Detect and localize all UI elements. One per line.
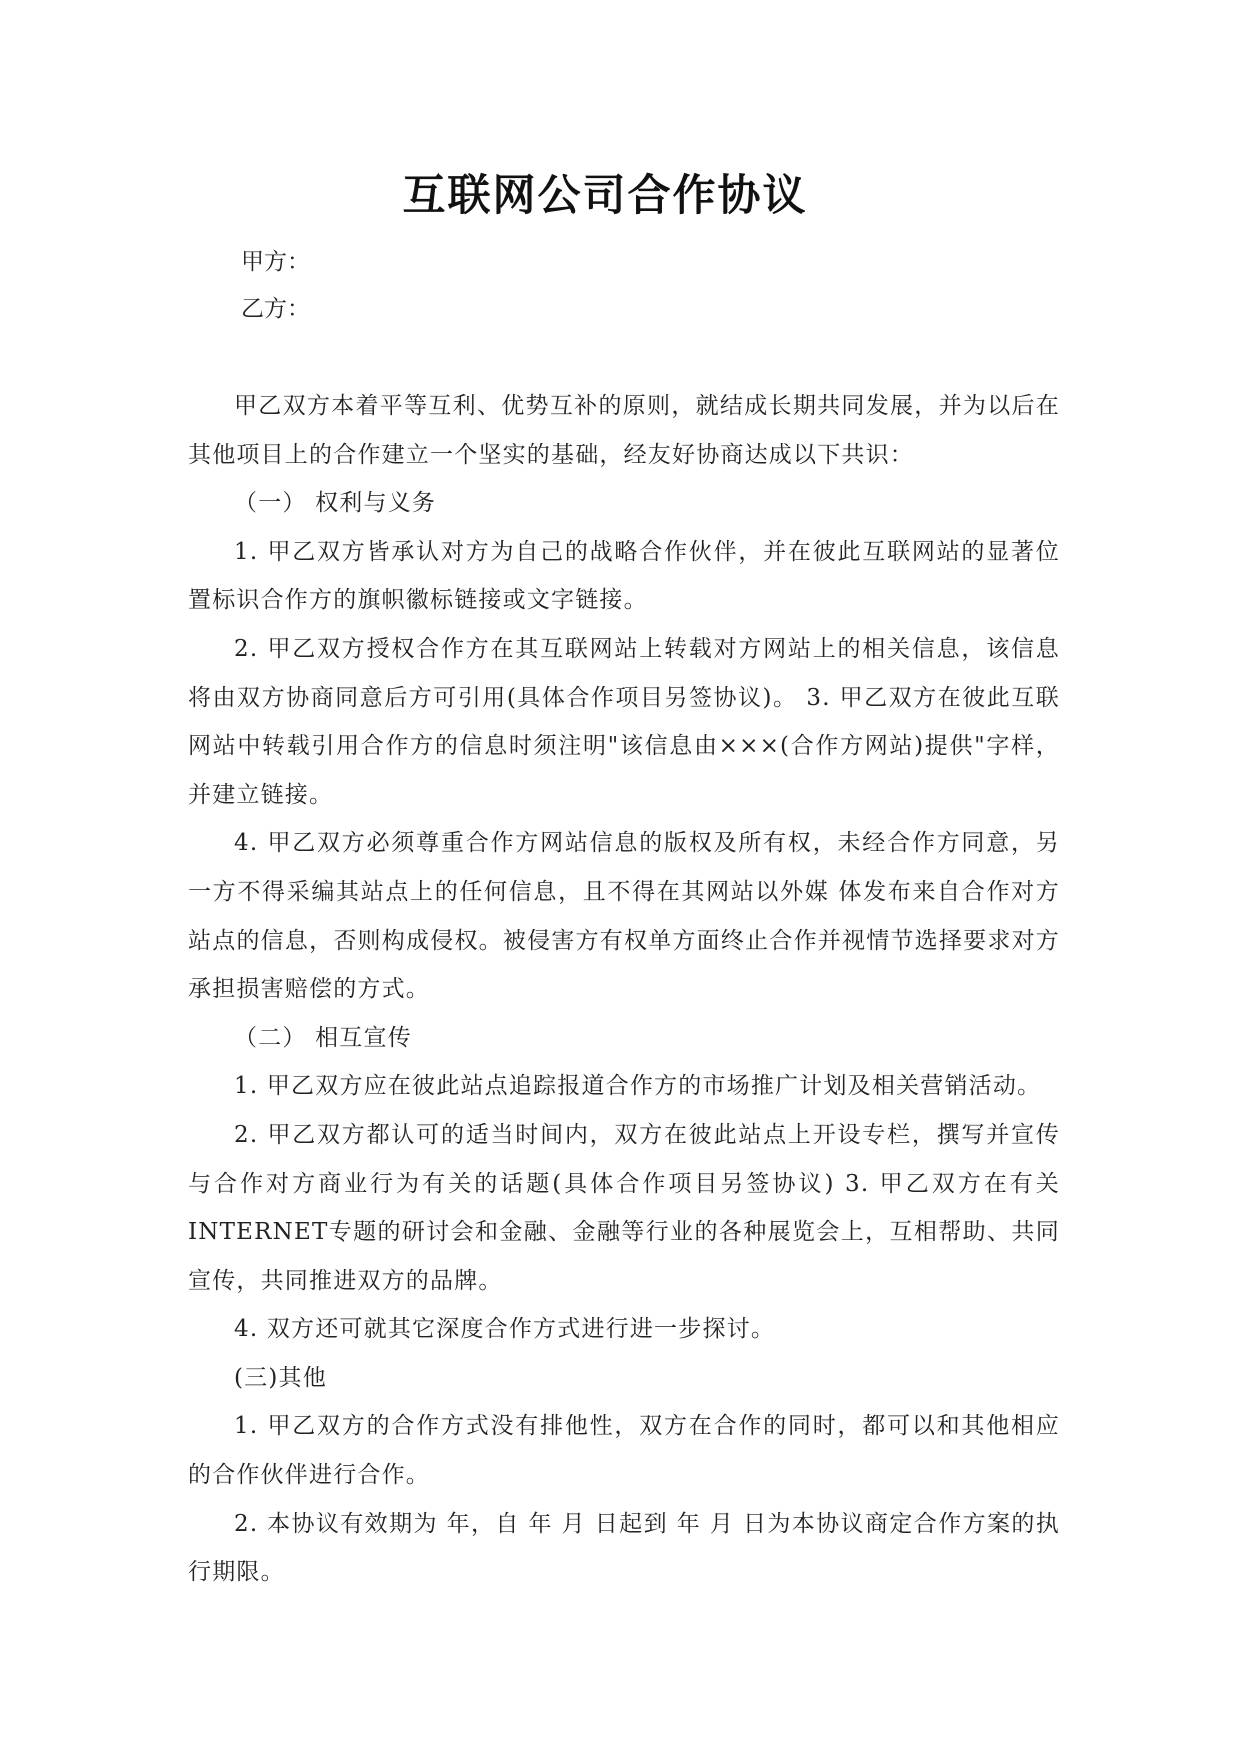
clause-paragraph: 2. 甲乙双方都认可的适当时间内，双方在彼此站点上开设专栏，撰写并宣传与合作对方商业行为有关的话题(具体合作项目另签协议) 3. 甲乙双方在有关INTERNET专题的研讨会和金融、金融等行业的各种展览会上，互相帮助、共同宣传，共同推进双方的品牌。 bbox=[188, 1121, 1060, 1294]
party-a-label: 甲方： bbox=[241, 249, 310, 275]
clause-paragraph: 2. 甲乙双方授权合作方在其互联网站上转载对方网站上的相关信息，该信息将由双方协商同意后方可引用(具体合作项目另签协议)。 3. 甲乙双方在彼此互联网站中转载引用合作方的信息时须注明"该信息由×××(合作方网站)提供"字样，并建立链接。 bbox=[188, 635, 1060, 808]
section-heading-other: (三)其他 bbox=[234, 1364, 327, 1391]
party-b-label: 乙方： bbox=[241, 296, 310, 322]
clause-paragraph: 4. 甲乙双方必须尊重合作方网站信息的版权及所有权，未经合作方同意，另一方不得采编其站点上的任何信息，且不得在其网站以外媒 体发布来自合作对方站点的信息，否则构成侵权。被侵害方有权单方面终止合作并视情节选择要求对方承担损害赔偿的方式。 bbox=[188, 830, 1060, 1003]
clause-paragraph: 1. 甲乙双方的合作方式没有排他性，双方在合作的同时，都可以和其他相应的合作伙伴进行合作。 bbox=[188, 1413, 1060, 1489]
clause-paragraph: 1. 甲乙双方皆承认对方为自己的战略合作伙伴，并在彼此互联网站的显著位置标识合作方的旗帜徽标链接或文字链接。 bbox=[188, 538, 1060, 614]
clause-paragraph: 4. 双方还可就其它深度合作方式进行进一步探讨。 bbox=[234, 1316, 776, 1343]
document-title: 互联网公司合作协议 bbox=[402, 171, 808, 221]
section-heading-promotion: （二） 相互宣传 bbox=[234, 1024, 412, 1051]
section-heading-rights: （一） 权利与义务 bbox=[234, 490, 437, 517]
preamble-paragraph: 甲乙双方本着平等互利、优势互补的原则，就结成长期共同发展，并为以后在其他项目上的合作建立一个坚实的基础，经友好协商达成以下共识： bbox=[188, 393, 1060, 468]
clause-paragraph: 1. 甲乙双方应在彼此站点追踪报道合作方的市场推广计划及相关营销活动。 bbox=[234, 1073, 1042, 1100]
agreement-body bbox=[188, 382, 1060, 1597]
clause-paragraph: 2. 本协议有效期为 年，自 年 月 日起到 年 月 日为本协议商定合作方案的执行期限。 bbox=[188, 1510, 1060, 1586]
